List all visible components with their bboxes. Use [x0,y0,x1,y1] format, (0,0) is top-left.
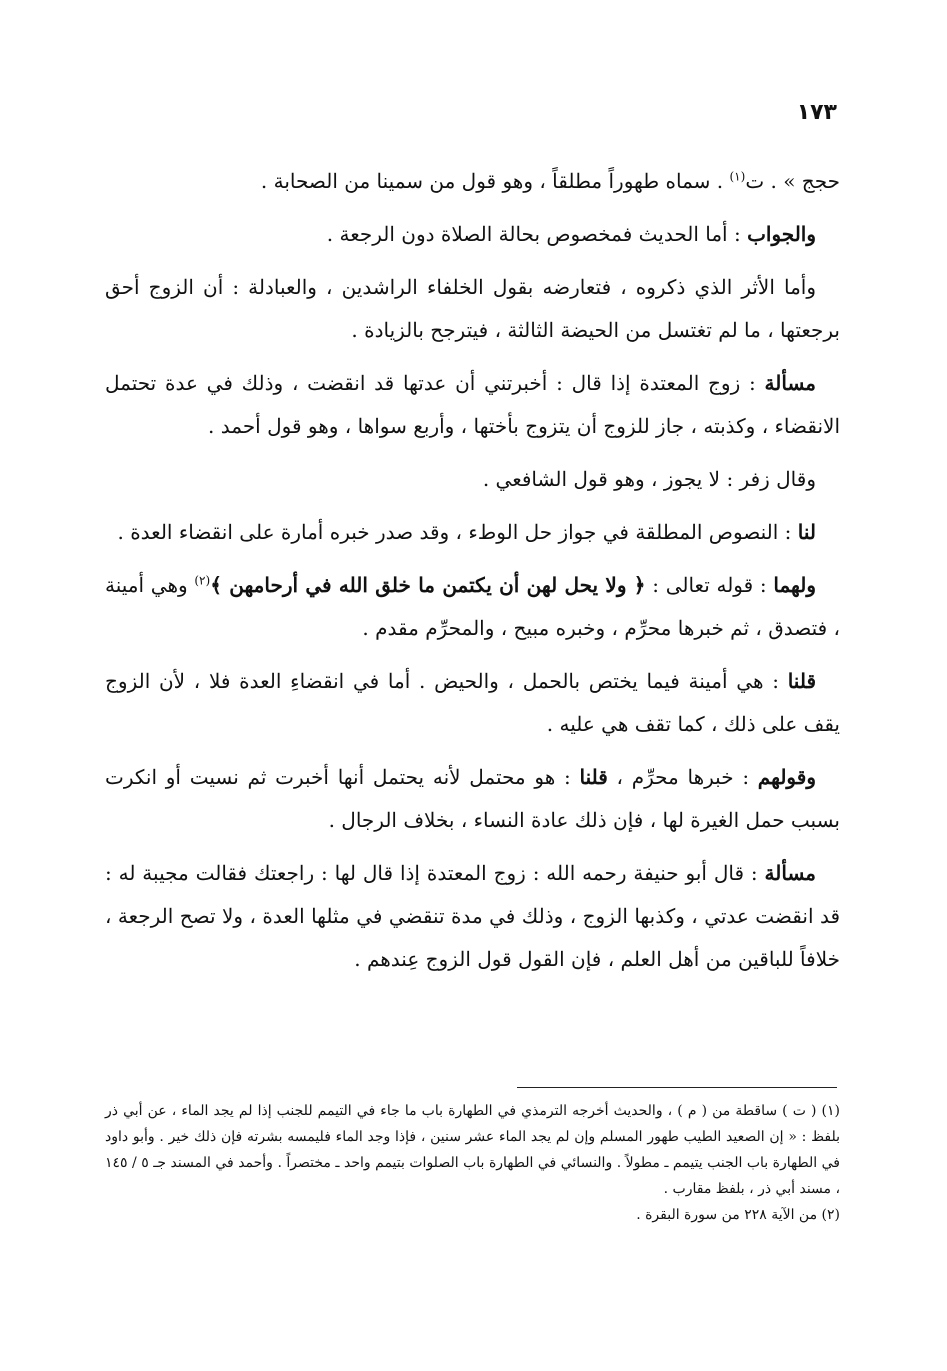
paragraph-5 [105,458,840,501]
paragraph-2 [105,213,840,256]
paragraph-text: : زوج المعتدة إذا قال : أخبرتني أن عدتها قد انقضت ، وذلك في عدة تحتمل الانقضاء ، وكذبته ، جاز للزوج أن يتزوج بأختها ، وأربع سواها ، وهو قول أحمد . [105,371,840,438]
paragraph-text: : هي أمينة فيما يختص بالحمل ، والحيض . أما في انقضاءِ العدة فلا ، لأن الزوج يقف على ذلك ، كما تقف هي عليه . [105,669,840,736]
paragraph-text-after: : هو محتمل لأنه يحتمل أنها أخبرت ثم نسيت أو انكرت بسبب حمل الغيرة لها ، فإن ذلك عادة النساء ، بخلاف الرجال . [105,765,840,832]
footnote-ref-2: (٢) [194,573,211,588]
paragraph-text: وقال زفر : لا يجوز ، وهو قول الشافعي . [482,467,816,491]
paragraph-text: حجج » . ت [745,169,840,193]
paragraph-text: : أما الحديث فمخصوص بحالة الصلاة دون الرجعة . [326,222,748,246]
paragraph-text-after: وهي أمينة ، فتصدق ، ثم خبرها محرِّم ، وخبره مبيح ، والمحرِّم مقدم . [105,573,840,640]
footnotes [105,1098,840,1228]
paragraph-lead: والجواب [747,222,816,246]
paragraph-lead: لنا [797,520,816,544]
paragraph-7 [105,564,840,650]
paragraph-text-after: . سماه طهوراً مطلقاً ، وهو قول من سمينا من الصحابة . [260,169,730,193]
paragraph-3 [105,266,840,352]
quran-verse: ﴿ ولا يحل لهن أن يكتمن ما خلق الله في أرحامهن ﴾ [210,573,646,597]
page-number: ١٧٣ [796,100,837,125]
paragraph-9 [105,756,840,842]
paragraph-lead: مسألة [764,861,816,885]
footnote-divider [517,1087,837,1088]
paragraph-1 [105,160,840,203]
main-text [105,160,840,991]
paragraph-6 [105,511,840,554]
paragraph-lead: ولهما [773,573,816,597]
paragraph-10 [105,852,840,981]
footnote-ref-1: (١) [729,169,746,184]
paragraph-text: : قوله تعالى : [645,573,774,597]
paragraph-text: وأما الأثر الذي ذكروه ، فتعارضه بقول الخلفاء الراشدين ، والعبادلة : أن الزوج أحق برجعتها ، ما لم تغتسل من الحيضة الثالثة ، فيترجح بالزيادة . [105,275,840,342]
paragraph-text: : النصوص المطلقة في جواز حل الوطء ، وقد صدر خبره أمارة على انقضاء العدة . [117,520,798,544]
footnote-1: (١) ( ت ) ساقطة من ( م ) ، والحديث أخرجه الترمذي في الطهارة باب ما جاء في التيمم للجنب إذا لم يجد الماء ، عن أبي ذر بلفظ : « إن الصعيد الطيب طهور المسلم وإن لم يجد الماء عشر سنين ، فإذا وجد الماء فليمسه بشرته فإن ذلك خير . وأبو داود في الطهارة باب الجنب يتيمم ـ مطولاً . والنسائي في الطهارة باب الصلوات بتيمم واحد ـ مختصراً . وأحمد في المسند جـ ٥ / ١٤٥ ، مسند أبي ذر ، بلفظ مقارب . [105,1103,840,1197]
paragraph-lead: قلنا [787,669,816,693]
paragraph-4 [105,362,840,448]
paragraph-text: : خبرها محرِّم ، [607,765,758,789]
paragraph-8 [105,660,840,746]
paragraph-lead: مسألة [764,371,816,395]
paragraph-text: : قال أبو حنيفة رحمه الله : زوج المعتدة إذا قال لها : راجعتك فقالت مجيبة له : قد انقضت عدتي ، وكذبها الزوج ، وذلك في مدة تنقضي في مثلها العدة ، ولا تصح الرجعة ، خلافاً للباقين من أهل العلم ، فإن القول قول الزوج عِندهم . [105,861,841,971]
paragraph-lead: وقولهم [757,765,816,789]
footnote-2: (٢) من الآية ٢٢٨ من سورة البقرة . [636,1207,840,1223]
paragraph-lead-2: قلنا [579,765,608,789]
